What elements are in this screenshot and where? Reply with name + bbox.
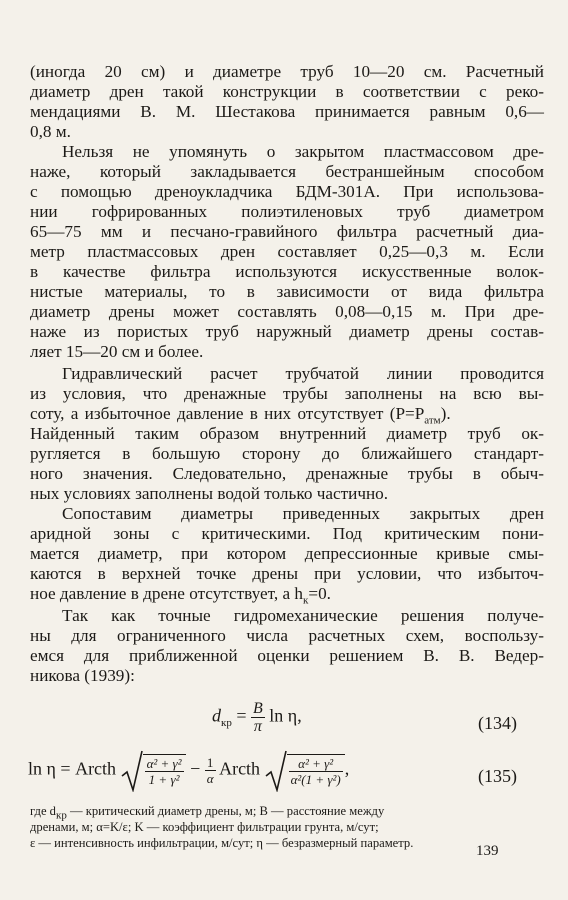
text-line: Найденный таким образом внутренний диаметр труб ок- (30, 424, 544, 443)
text-line: Нельзя не упомянуть о закрытом пластмассовом дре- (62, 142, 544, 161)
square-root (265, 754, 345, 787)
radical-sign-icon (121, 750, 143, 792)
radical-sign-icon (265, 750, 287, 792)
text-line: соту, а избыточное давление в них отсутствует $(P=P_{атм})$. (30, 404, 451, 427)
text-line: в качестве фильтра используются искусственные волок- (30, 262, 544, 281)
text-line: наже, который закладывается бестраншейным способом (30, 162, 544, 181)
text-line: (иногда 20 см) и диаметре труб 10—20 см. Расчетный (30, 62, 544, 81)
text-line: никова (1939): (30, 666, 135, 685)
page-number: 139 (476, 843, 499, 859)
definitions-line: где $d_{кр}$ — критический диаметр дрены, м; B — расстояние между (30, 804, 385, 822)
text-line: ругляется в большую сторону до ближайшего стандарт- (30, 444, 544, 463)
text-line: с помощью дреноукладчика БДМ-301А. При использова- (30, 182, 544, 201)
text-line: диаметр дрены может составлять 0,08—0,15 м. При дре- (30, 302, 544, 321)
text-line: метр пластмассовых дрен составляет 0,25—0,3 м. Если (30, 242, 544, 261)
text-line: мается диаметр, при котором депрессионные кривые смы- (30, 544, 544, 563)
text-line: ных условиях заполнены водой только частично. (30, 484, 389, 503)
text-line: Гидравлический расчет трубчатой линии проводится (62, 364, 544, 383)
text-line: емся для приближенной оценки решением В. В. Ведер- (30, 646, 544, 665)
fraction: $\frac{B}{\pi}$ (253, 700, 263, 735)
text-line: из условия, что дренажные трубы заполнены на всю вы- (30, 384, 544, 403)
definitions-line: дренами, м; α=K/ε; K — коэффициент фильтрации грунта, м/сут; (30, 820, 379, 834)
equation-number: (135) (478, 766, 517, 786)
text-line: 0,8 м. (30, 122, 71, 141)
text-line: каются в верхней точке дрены при условии, что избыточ- (30, 564, 544, 583)
fraction: $\frac{1}{\alpha}$ (206, 755, 214, 786)
equation-number: (134) (478, 713, 517, 733)
fraction: $\frac{\text{α² + γ²}}{\text{1 + γ²}}$ (146, 756, 182, 787)
formula-135: ln η = Arcth $\frac{\text{α² + γ²}}{\text{1 + γ²}}$ − $\frac{1}{\alpha}$ Arcth $\frac{\text{α² + γ²}}{\text{α²(1 + γ²)}}$ , (28, 754, 349, 787)
text-line: 65—75 мм и песчано-гравийного фильтра расчетный диа- (30, 222, 544, 241)
text-line: Сопоставим диаметры приведенных закрытых дрен (62, 504, 544, 523)
text-line: ны для ограниченного числа расчетных схем, воспользу- (30, 626, 544, 645)
text-line: ного значения. Следовательно, дренажные трубы в обыч- (30, 464, 544, 483)
text-line: мендациями В. М. Шестакова принимается равным 0,6— (30, 102, 544, 121)
fraction: $\frac{\text{α² + γ²}}{\text{α²(1 + γ²)}}$ (290, 756, 341, 787)
text-line: ное давление в дрене отсутствует, а $h_к=0$. (30, 584, 331, 607)
definitions-line: ε — интенсивность инфильтрации, м/сут; η — безразмерный параметр. (30, 836, 414, 850)
formula-134: $d_{кр}$ = $\frac{B}{\pi}$ ln η, (212, 700, 302, 735)
text-line: диаметр дрен такой конструкции в соответствии с реко- (30, 82, 544, 101)
text-line: Так как точные гидромеханические решения получе- (62, 606, 544, 625)
text-line: наже из пористых труб наружный диаметр дрены состав- (30, 322, 544, 341)
square-root (121, 754, 186, 787)
text-line: ляет 15—20 см и более. (30, 342, 204, 361)
text-line: нистые материалы, то в зависимости от вида фильтра (30, 282, 544, 301)
text-line: нии гофрированных полиэтиленовых труб диаметром (30, 202, 544, 221)
text-line: аридной зоны с критическими. Под критическим пони- (30, 524, 544, 543)
